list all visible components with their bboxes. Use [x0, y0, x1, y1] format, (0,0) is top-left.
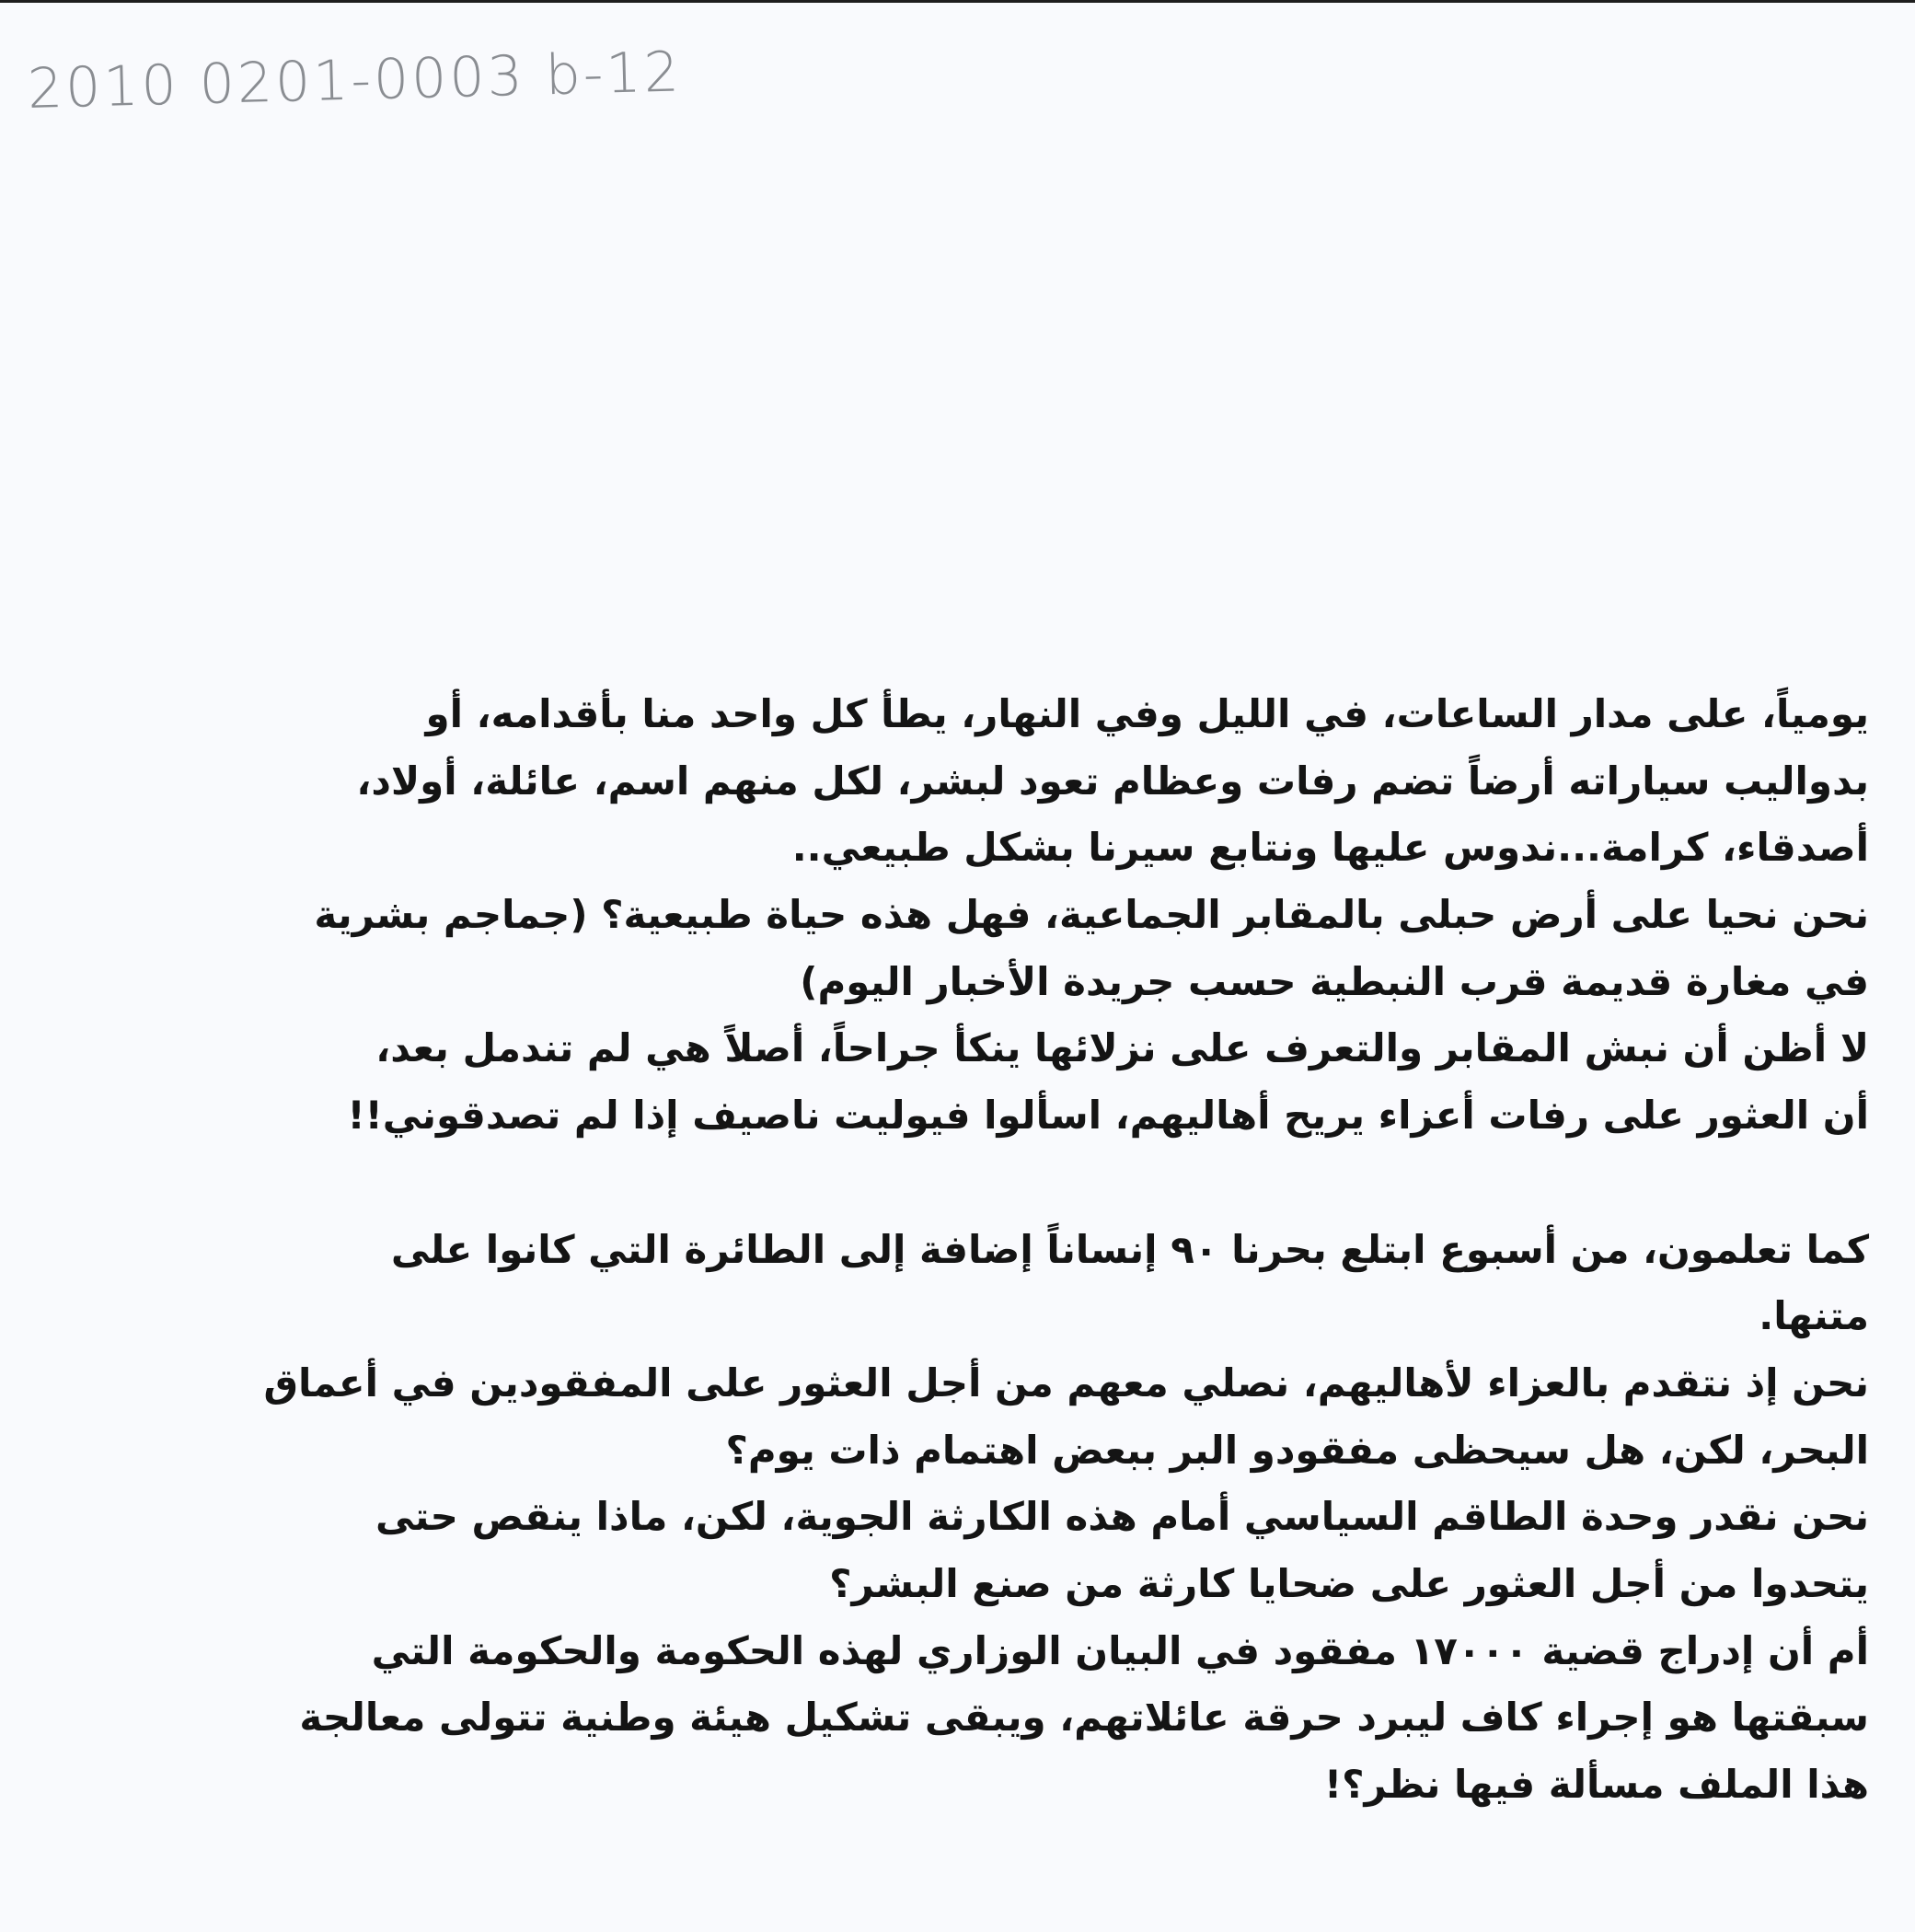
paragraph-line: يتحدوا من أجل العثور على ضحايا كارثة من صنع البشر؟ [829, 1560, 1869, 1606]
paragraph-line: كما تعلمون، من أسبوع ابتلع بحرنا ٩٠ إنساناً إضافة إلى الطائرة التي كانوا على [390, 1226, 1869, 1272]
paragraph-line: نحن إذ نتقدم بالعزاء لأهاليهم، نصلي معهم من أجل العثور على المفقودين في أعماق [263, 1359, 1869, 1406]
paragraph-line: أن العثور على رفات أعزاء يريح أهاليهم، اسألوا فيوليت ناصيف إذا لم تصدقوني!! [347, 1093, 1869, 1139]
handwritten-reference-number: 2010 0201-0003 b-12 [27, 40, 683, 121]
paragraph-line: متنها. [1759, 1293, 1869, 1339]
paragraph-line: لا أظن أن نبش المقابر والتعرف على نزلائها ينكأ جراحاً، أصلاً هي لم تندمل بعد، [375, 1025, 1869, 1071]
paragraph-line: البحر، لكن، هل سيحظى مفقودو البر ببعض اهتمام ذات يوم؟ [725, 1427, 1869, 1473]
paragraph-break [222, 1150, 1869, 1217]
paragraph-line: يومياً، على مدار الساعات، في الليل وفي النهار، يطأ كل واحد منا بأقدامه، أو [425, 691, 1869, 736]
paragraph-line: نحن نقدر وحدة الطاقم السياسي أمام هذه الكارثة الجوية، لكن، ماذا ينقص حتى [375, 1494, 1869, 1540]
paragraph-line: أصدقاء، كرامة...ندوس عليها ونتابع سيرنا بشكل طبيعي.. [791, 825, 1869, 871]
paragraph-line: سبقتها هو إجراء كاف ليبرد حرقة عائلاتهم، ويبقى تشكيل هيئة وطنية تتولى معالجة [299, 1695, 1869, 1741]
paragraph-line: في مغارة قديمة قرب النبطية حسب جريدة الأخبار اليوم) [800, 958, 1869, 1004]
paragraph-line: هذا الملف مسألة فيها نظر؟! [1324, 1762, 1869, 1807]
paragraph-line: أم أن إدراج قضية ١٧٠٠٠ مفقود في البيان الوزاري لهذه الحكومة والحكومة التي [371, 1627, 1869, 1673]
scan-top-edge [0, 0, 1915, 3]
letter-body [222, 681, 1869, 1819]
paragraph-line: بدواليب سياراته أرضاً تضم رفات وعظام تعود لبشر، لكل منهم اسم، عائلة، أولاد، [356, 758, 1869, 804]
paragraph-line: نحن نحيا على أرض حبلى بالمقابر الجماعية، فهل هذه حياة طبيعية؟ (جماجم بشرية [314, 892, 1869, 938]
